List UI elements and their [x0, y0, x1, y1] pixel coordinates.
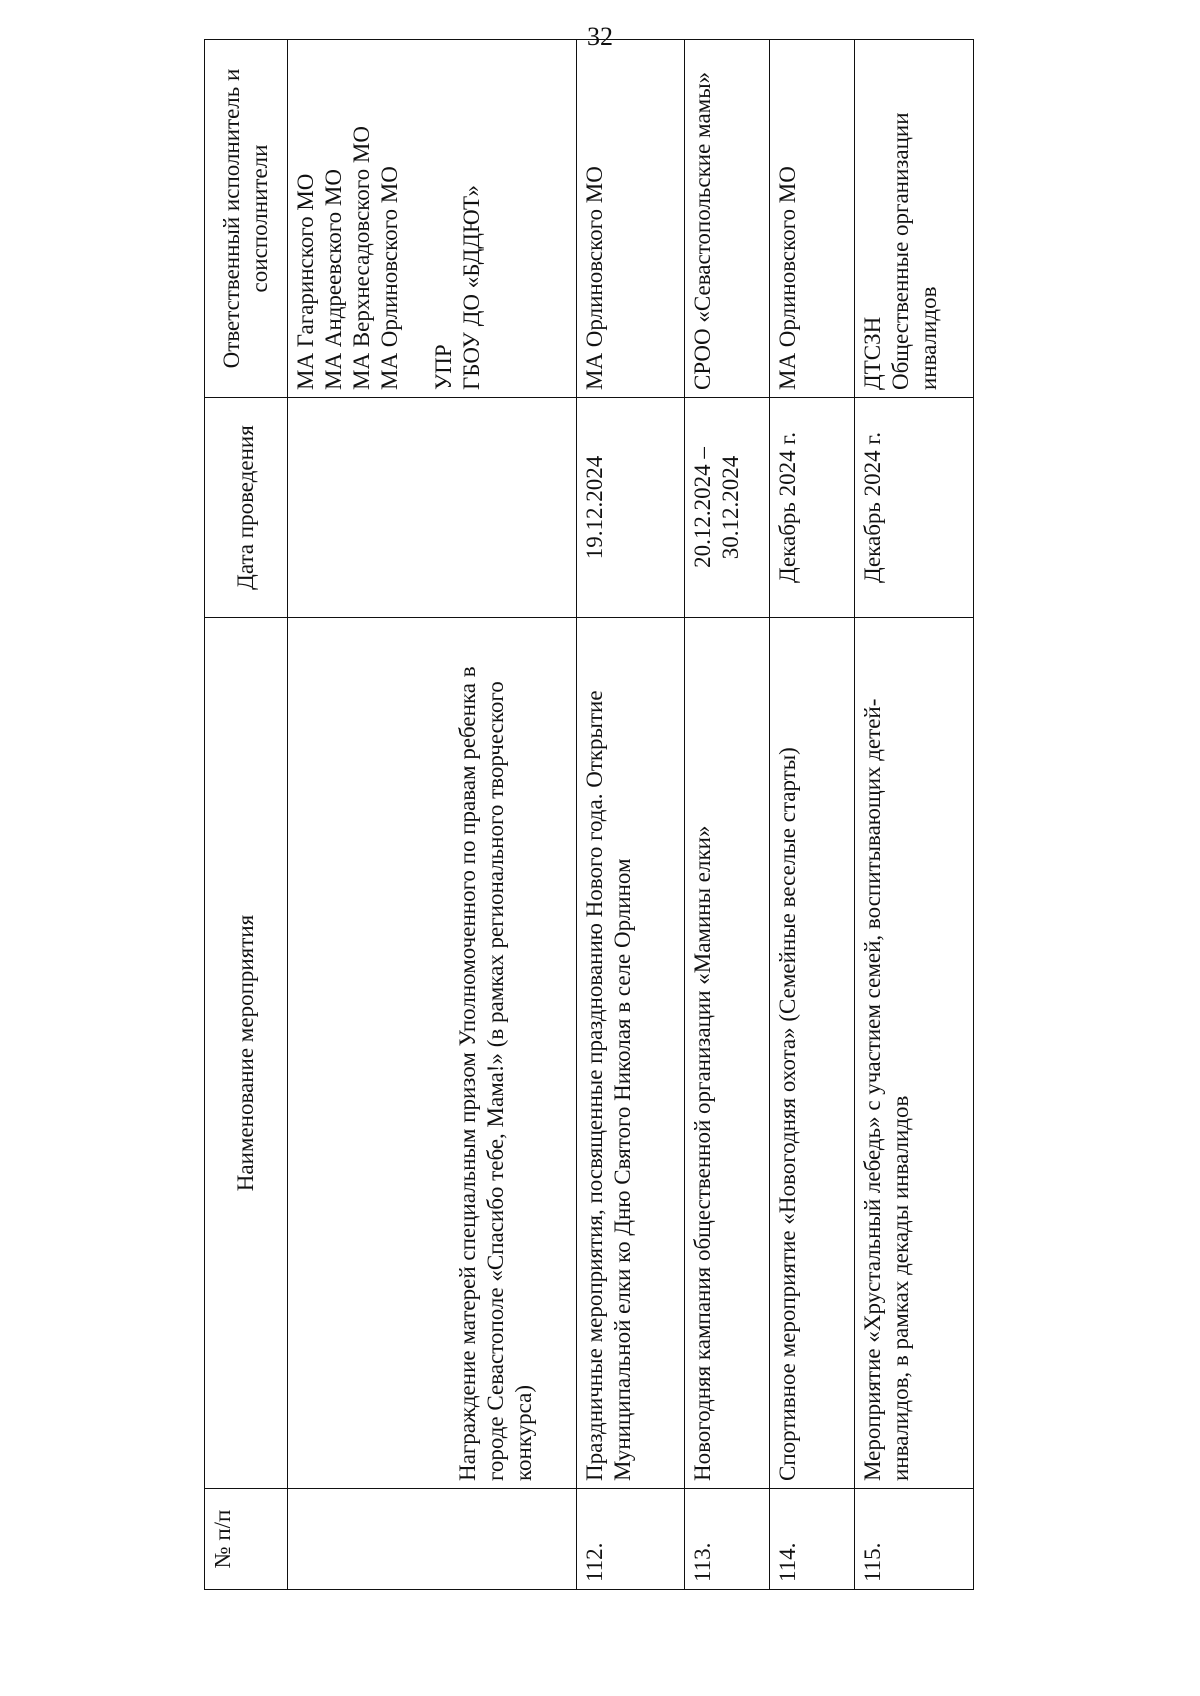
cell-responsible: СРОО «Севастопольские мамы» [685, 40, 770, 398]
responsible-line: МА Гагаринского МО [293, 173, 318, 390]
cell-num: 115. [855, 1489, 974, 1590]
table-row-continuation [288, 40, 577, 1590]
cell-name [288, 618, 577, 1489]
cell-date: Декабрь 2024 г. [770, 398, 855, 618]
cell-responsible [288, 40, 577, 398]
responsible-line: МА Верхнесадовского МО [349, 126, 375, 390]
cell-responsible [855, 40, 974, 398]
cell-date [288, 398, 577, 618]
cell-date: Декабрь 2024 г. [855, 398, 974, 618]
cell-num: 113. [685, 1489, 770, 1590]
table-row [577, 40, 685, 1590]
events-table [204, 39, 974, 1590]
responsible-line: Общественные организации инвалидов [888, 112, 942, 390]
rotated-table-container [204, 68, 1044, 1590]
table-header-row [205, 40, 288, 1590]
responsible-gap [404, 47, 430, 390]
header-date: Дата проведения [205, 398, 288, 618]
cell-num [288, 1489, 577, 1590]
header-responsible: Ответственный исполнитель и соисполнители [205, 40, 288, 398]
table-row [855, 40, 974, 1590]
table-row [685, 40, 770, 1590]
header-num: № п/п [205, 1489, 288, 1590]
cell-responsible: МА Орлиновского МО [770, 40, 855, 398]
table-row [770, 40, 855, 1590]
responsible-line: УПР [431, 344, 457, 390]
cell-date: 19.12.2024 [577, 398, 685, 618]
responsible-line: ГБОУ ДО «БДДЮТ» [459, 185, 485, 390]
responsible-line: ДТСЗН [860, 316, 885, 390]
cell-name: Новогодняя кампания общественной организации «Мамины елки» [685, 618, 770, 1489]
cell-name: Спортивное мероприятие «Новогодняя охота» (Семейные веселые старты) [770, 618, 855, 1489]
responsible-line: МА Андреевского МО [321, 169, 347, 390]
cell-num: 112. [577, 1489, 685, 1590]
page-number: 32 [587, 22, 613, 51]
responsible-line: МА Орлиновского МО [377, 166, 403, 390]
cell-name: Праздничные мероприятия, посвященные празднованию Нового года. Открытие Муниципальной елки ко Дню Святого Николая в селе Орлином [577, 618, 685, 1489]
cell-num: 114. [770, 1489, 855, 1590]
cell-name: Мероприятие «Хрустальный лебедь» с участием семей, воспитывающих детей-инвалидов, в рамках декады инвалидов [855, 618, 974, 1489]
cell-name-text: Награждение матерей специальным призом Уполномоченного по правам ребенка в городе Севастополе «Спасибо тебе, Мама!» (в рамках регионального творческого конкурса) [455, 666, 537, 1481]
cell-responsible: МА Орлиновского МО [577, 40, 685, 398]
header-name: Наименование мероприятия [205, 618, 288, 1489]
cell-date: 20.12.2024 – 30.12.2024 [685, 398, 770, 618]
